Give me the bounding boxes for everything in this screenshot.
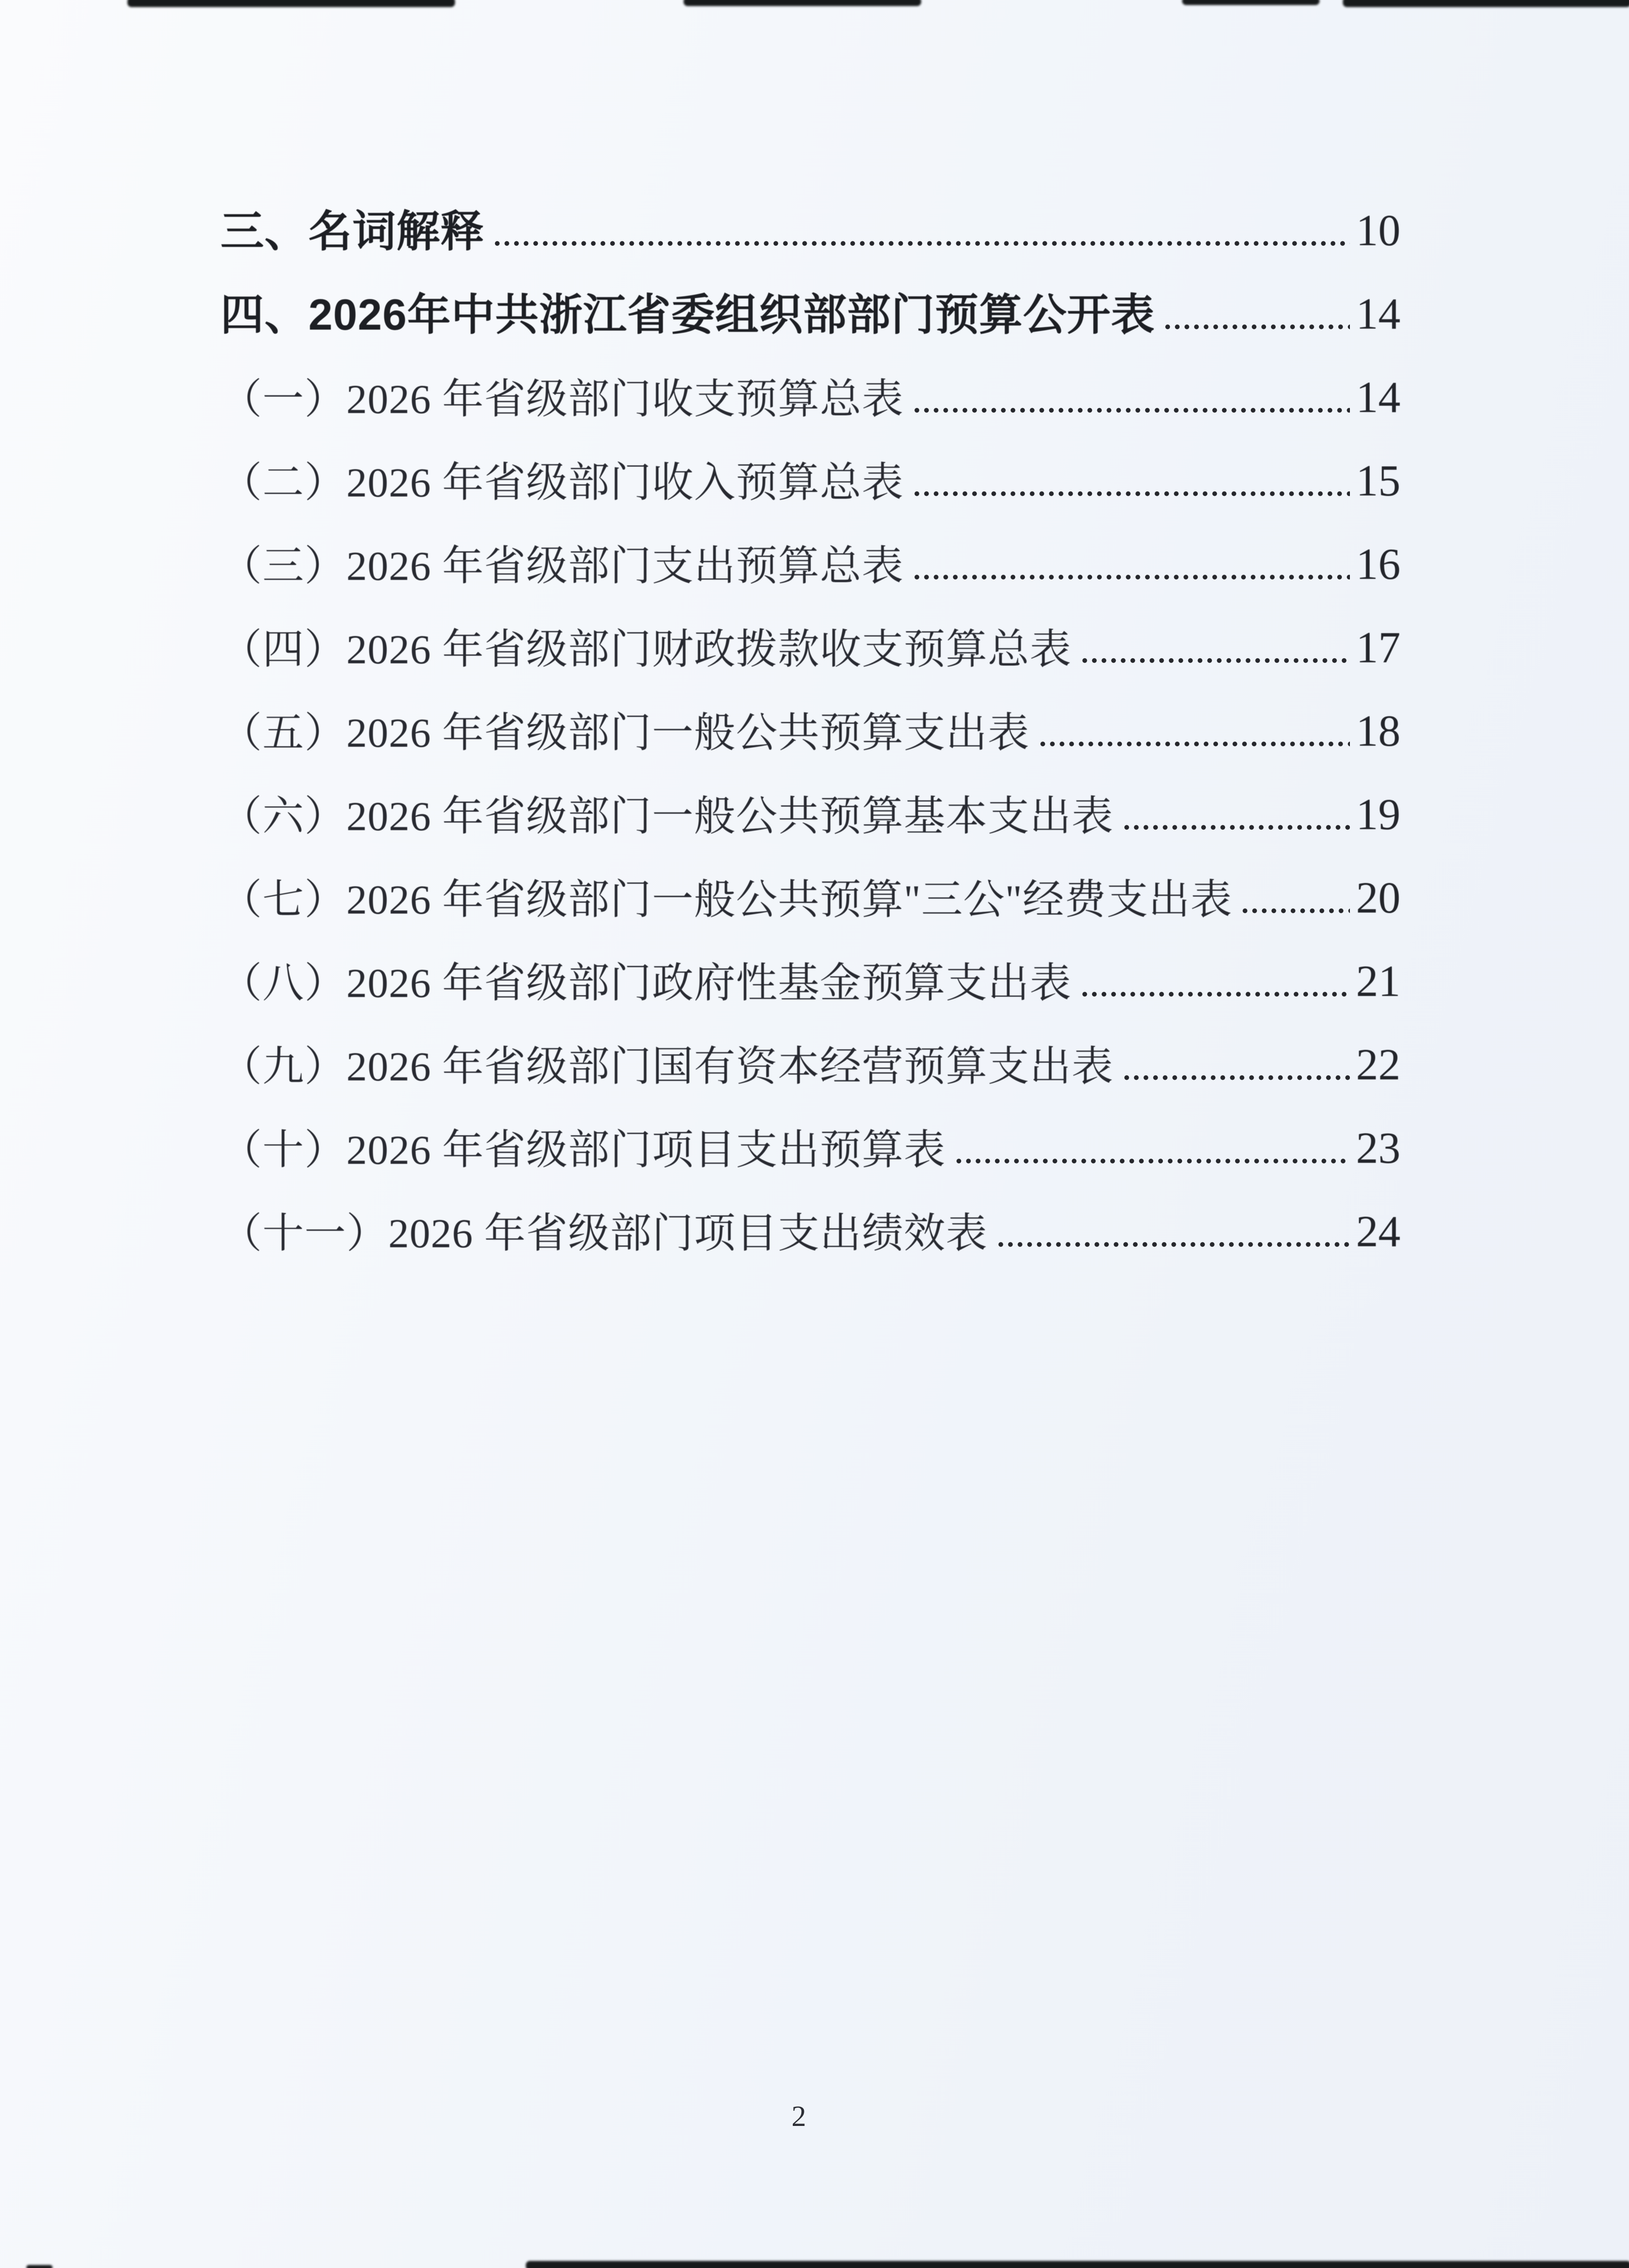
toc-header-page: 10 bbox=[1356, 206, 1400, 255]
toc-entry-page: 20 bbox=[1356, 874, 1400, 923]
scan-artifact-top-2 bbox=[684, 0, 921, 6]
page-number: 2 bbox=[791, 2100, 806, 2133]
dot-leader bbox=[1163, 323, 1350, 331]
toc-entry-label: （六）2026 年省级部门一般公共预算基本支出表 bbox=[220, 793, 1114, 839]
toc-entry-row bbox=[220, 921, 1400, 1004]
dot-leader bbox=[912, 406, 1350, 414]
toc-header-page: 14 bbox=[1356, 290, 1400, 339]
dot-leader bbox=[1240, 907, 1350, 915]
toc-entry-label: （一）2026 年省级部门收支预算总表 bbox=[220, 376, 904, 422]
toc-entry-label: （十）2026 年省级部门项目支出预算表 bbox=[220, 1127, 946, 1173]
scan-artifact-top-1 bbox=[127, 0, 455, 7]
dot-leader bbox=[1080, 657, 1350, 664]
dot-leader bbox=[912, 573, 1350, 581]
toc-entry-label: （三）2026 年省级部门支出预算总表 bbox=[220, 543, 904, 589]
scan-artifact-bottom-2 bbox=[26, 2265, 53, 2268]
toc-entry-page: 23 bbox=[1356, 1124, 1400, 1173]
toc-entry-row bbox=[220, 337, 1400, 420]
scan-artifact-bottom-1 bbox=[526, 2261, 1629, 2268]
toc-entry-page: 21 bbox=[1356, 957, 1400, 1006]
toc-entry-row bbox=[220, 420, 1400, 504]
dot-leader bbox=[996, 1241, 1350, 1248]
toc-entry-page: 16 bbox=[1356, 540, 1400, 589]
dot-leader bbox=[1122, 824, 1350, 831]
toc-header-label: 三、名词解释 bbox=[220, 207, 484, 256]
scan-artifact-top-3 bbox=[1182, 0, 1320, 5]
toc-entry-page: 19 bbox=[1356, 790, 1400, 839]
toc-entry-row bbox=[220, 1004, 1400, 1090]
toc-entry-row bbox=[220, 754, 1400, 837]
toc-entry-page: 22 bbox=[1356, 1040, 1400, 1090]
toc-entry-label: （二）2026 年省级部门收入预算总表 bbox=[220, 460, 904, 506]
table-of-contents bbox=[220, 170, 1400, 1254]
toc-entry-label: （八）2026 年省级部门政府性基金预算支出表 bbox=[220, 960, 1072, 1006]
toc-header-row bbox=[220, 170, 1400, 256]
toc-entry-row bbox=[220, 837, 1400, 921]
toc-entry-label: （五）2026 年省级部门一般公共预算支出表 bbox=[220, 710, 1030, 756]
toc-entry-row bbox=[220, 504, 1400, 587]
dot-leader bbox=[1122, 1074, 1350, 1081]
toc-entry-row bbox=[220, 1171, 1400, 1254]
toc-entry-row bbox=[220, 587, 1400, 670]
toc-entry-row bbox=[220, 670, 1400, 754]
toc-entry-page: 15 bbox=[1356, 457, 1400, 506]
toc-entry-label: （七）2026 年省级部门一般公共预算"三公"经费支出表 bbox=[220, 877, 1233, 923]
toc-entry-page: 14 bbox=[1356, 373, 1400, 422]
dot-leader bbox=[912, 490, 1350, 497]
dot-leader bbox=[1080, 990, 1350, 998]
toc-header-label: 四、2026年中共浙江省委组织部部门预算公开表 bbox=[220, 291, 1155, 339]
toc-entry-page: 18 bbox=[1356, 707, 1400, 756]
toc-entry-label: （四）2026 年省级部门财政拨款收支预算总表 bbox=[220, 626, 1072, 672]
toc-entry-label: （九）2026 年省级部门国有资本经营预算支出表 bbox=[220, 1044, 1114, 1090]
toc-entry-row bbox=[220, 1087, 1400, 1171]
toc-entry-page: 24 bbox=[1356, 1207, 1400, 1256]
toc-header-row bbox=[220, 253, 1400, 337]
dot-leader bbox=[1038, 740, 1350, 748]
dot-leader bbox=[492, 240, 1350, 247]
scan-artifact-top-4 bbox=[1343, 0, 1629, 7]
dot-leader bbox=[954, 1157, 1350, 1165]
toc-entry-label: （十一）2026 年省级部门项目支出绩效表 bbox=[220, 1210, 988, 1256]
toc-entry-page: 17 bbox=[1356, 623, 1400, 672]
